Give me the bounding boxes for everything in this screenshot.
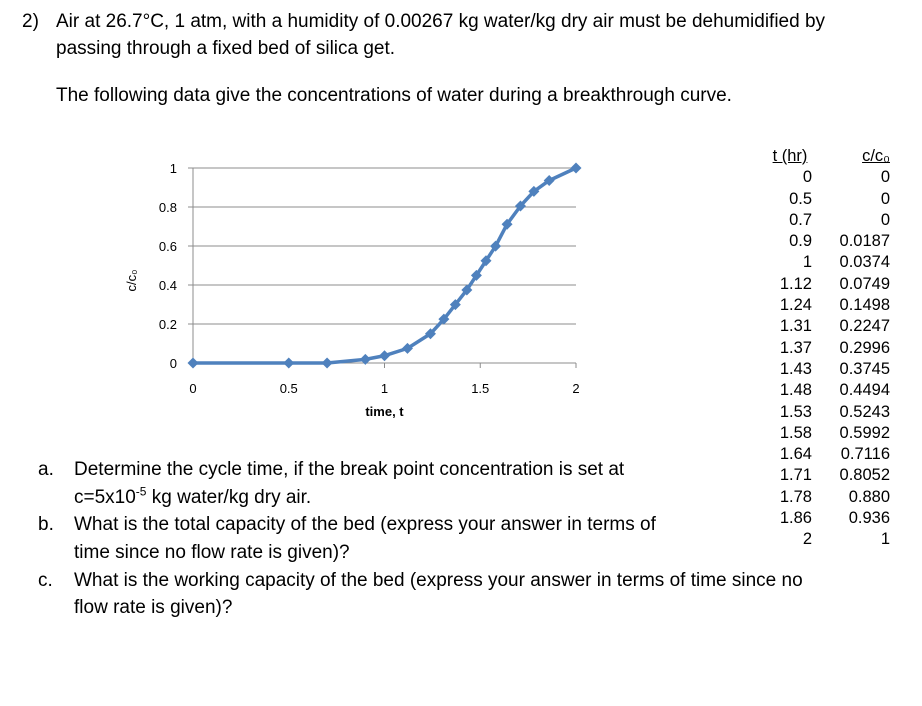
table-cell-time: 0.7 xyxy=(789,210,812,229)
table-cell-concentration: 0.880 xyxy=(848,487,890,506)
y-axis-label: c/c₀ xyxy=(124,269,139,292)
part-b-letter: b. xyxy=(38,514,54,535)
table-cell-time: 1.43 xyxy=(779,359,812,378)
table-row xyxy=(758,210,890,231)
table-cell-concentration: 0.936 xyxy=(848,509,890,528)
y-tick-label: 0.6 xyxy=(158,239,177,254)
part-a-line2-pre: c=5x10 xyxy=(74,487,136,508)
table-row xyxy=(758,252,890,273)
table-cell-concentration: 0.5243 xyxy=(839,402,890,421)
data-table xyxy=(758,146,890,551)
header-time: t (hr) xyxy=(772,147,808,165)
table-cell-concentration: 0.5992 xyxy=(839,423,890,442)
x-tick-label: 2 xyxy=(572,381,580,396)
x-tick-label: 1 xyxy=(380,381,389,396)
table-cell-time: 1.37 xyxy=(779,338,812,357)
part-a-letter: a. xyxy=(38,459,54,480)
table-cell-time: 1.53 xyxy=(779,402,812,421)
x-axis-label: time, t xyxy=(365,404,404,419)
table-row xyxy=(758,444,890,465)
table-cell-concentration: 0.2996 xyxy=(839,338,890,357)
table-header-row xyxy=(758,146,890,167)
y-tick-label: 0.8 xyxy=(158,200,177,215)
y-tick-label: 0 xyxy=(169,356,177,371)
table-cell-time: 1.64 xyxy=(779,445,812,464)
table-cell-concentration: 0.3745 xyxy=(839,359,890,378)
table-row xyxy=(758,380,890,401)
table-cell-concentration: 0.2247 xyxy=(839,317,890,336)
table-row xyxy=(758,529,890,550)
table-cell-concentration: 1 xyxy=(880,530,890,549)
table-row xyxy=(758,359,890,380)
y-tick-label: 0.2 xyxy=(158,317,177,332)
table-cell-concentration: 0.0187 xyxy=(839,232,890,251)
part-a-line2-post: kg water/kg dry air. xyxy=(146,487,312,508)
header-concentration: c/c₀ xyxy=(862,147,890,165)
part-c-letter: c. xyxy=(38,570,53,591)
x-tick-label: 0 xyxy=(189,381,197,396)
intro-text: The following data give the concentrations of water during a breakthrough curve. xyxy=(56,85,732,106)
table-cell-concentration: 0 xyxy=(880,210,890,229)
part-a-line2 xyxy=(74,484,312,509)
data-point xyxy=(322,358,333,369)
part-c-line2: flow rate is given)? xyxy=(74,597,233,618)
table-row xyxy=(758,423,890,444)
table-cell-concentration: 0.4494 xyxy=(839,381,890,400)
table-cell-concentration: 0.1498 xyxy=(839,296,890,315)
table-row xyxy=(758,508,890,529)
y-tick-label: 0.4 xyxy=(158,278,177,293)
table-cell-time: 0 xyxy=(802,168,812,187)
table-row xyxy=(758,402,890,423)
part-a-line1: Determine the cycle time, if the break point concentration is set at xyxy=(74,459,625,480)
table-cell-concentration: 0.0749 xyxy=(839,274,890,293)
question-text-line1: Air at 26.7°C, 1 atm, with a humidity of 0.00267 kg water/kg dry air must be dehumidified by xyxy=(56,11,826,32)
part-c-line1: What is the working capacity of the bed (express your answer in terms of time since no xyxy=(74,570,803,591)
table-cell-time: 1.24 xyxy=(779,296,812,315)
table-row xyxy=(758,465,890,486)
table-cell-time: 1.71 xyxy=(779,466,812,485)
table-cell-time: 1.58 xyxy=(779,423,812,442)
x-tick-label: 1.5 xyxy=(471,381,490,396)
part-a-line2-exponent: -5 xyxy=(135,484,147,499)
question-number: 2) xyxy=(22,11,39,32)
table-row xyxy=(758,274,890,295)
table-row xyxy=(758,295,890,316)
table-cell-concentration: 0 xyxy=(880,168,890,187)
table-cell-concentration: 0.0374 xyxy=(839,253,890,272)
table-cell-time: 1 xyxy=(802,253,812,272)
table-row xyxy=(758,167,890,188)
part-b-line1: What is the total capacity of the bed (express your answer in terms of xyxy=(74,514,656,535)
data-point xyxy=(379,350,390,361)
table-cell-concentration: 0.7116 xyxy=(840,445,890,464)
table-row xyxy=(758,189,890,210)
table-cell-time: 1.78 xyxy=(779,487,812,506)
table-cell-time: 0.5 xyxy=(789,189,812,208)
data-point xyxy=(188,358,199,369)
table-cell-time: 1.31 xyxy=(779,317,812,336)
y-tick-label: 1 xyxy=(169,161,177,176)
series-line xyxy=(193,168,576,363)
table-row xyxy=(758,487,890,508)
table-cell-time: 2 xyxy=(802,530,812,549)
breakthrough-chart xyxy=(110,150,600,440)
table-cell-concentration: 0.8052 xyxy=(839,466,890,485)
table-cell-time: 1.48 xyxy=(779,381,812,400)
table-cell-time: 1.86 xyxy=(779,509,812,528)
table-row xyxy=(758,338,890,359)
data-point xyxy=(283,358,294,369)
part-b-line2: time since no flow rate is given)? xyxy=(74,542,350,563)
data-point xyxy=(571,163,582,174)
table-cell-time: 0.9 xyxy=(789,232,812,251)
table-cell-time: 1.12 xyxy=(779,274,812,293)
question-text-line2: passing through a fixed bed of silica get. xyxy=(56,38,396,59)
table-cell-concentration: 0 xyxy=(880,189,890,208)
table-row xyxy=(758,316,890,337)
table-row xyxy=(758,231,890,252)
x-tick-label: 0.5 xyxy=(279,381,298,396)
